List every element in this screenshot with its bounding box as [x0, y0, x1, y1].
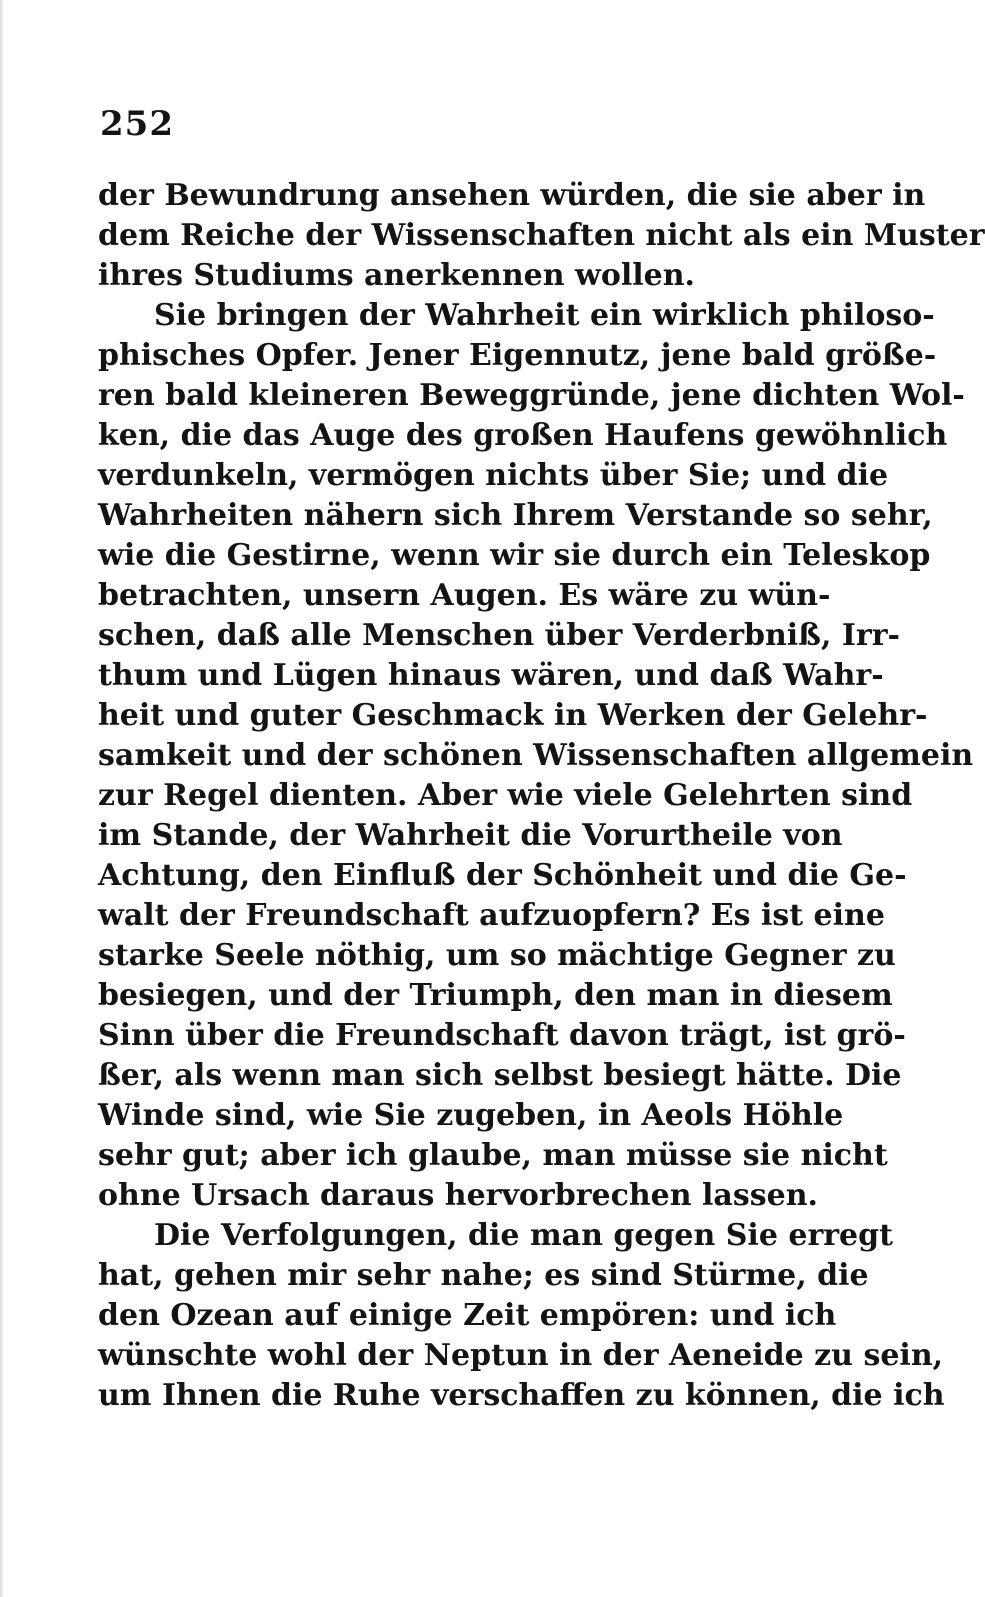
text-line: besiegen, und der Triumph, den man in diesem [98, 978, 893, 1013]
text-line: Die Verfolgungen, die man gegen Sie erregt [154, 1218, 893, 1253]
body-text [98, 176, 985, 1416]
text-line: heit und guter Geschmack in Werken der Gelehr- [98, 698, 928, 733]
text-line: ihres Studiums anerkennen wollen. [98, 258, 695, 293]
text-line: um Ihnen die Ruhe verschaffen zu können, die ich [98, 1378, 945, 1413]
text-line: walt der Freundschaft aufzuopfern? Es ist eine [98, 898, 885, 933]
text-line: Sie bringen der Wahrheit ein wirklich philoso- [154, 298, 935, 333]
text-line: den Ozean auf einige Zeit empören: und ich [98, 1298, 837, 1333]
text-line: verdunkeln, vermögen nichts über Sie; und die [98, 458, 889, 493]
text-line: dem Reiche der Wissenschaften nicht als ein Muster [98, 218, 985, 253]
text-line: zur Regel dienten. Aber wie viele Gelehrten sind [98, 778, 913, 813]
text-line: Winde sind, wie Sie zugeben, in Aeols Höhle [98, 1098, 844, 1133]
text-line: im Stande, der Wahrheit die Vorurtheile von [98, 818, 843, 853]
text-line: wünschte wohl der Neptun in der Aeneide zu sein, [98, 1338, 944, 1373]
paragraph-3 [98, 1216, 945, 1416]
paragraph-2 [98, 296, 974, 1216]
text-line: sehr gut; aber ich glaube, man müsse sie nicht [98, 1138, 888, 1173]
text-line: Sinn über die Freundschaft davon trägt, ist grö- [98, 1018, 906, 1053]
text-line: samkeit und der schönen Wissenschaften allgemein [98, 738, 974, 773]
text-line: phisches Opfer. Jener Eigennutz, jene bald größe- [98, 338, 937, 373]
text-line: ren bald kleineren Beweggründe, jene dichten Wol- [98, 378, 965, 413]
page-gutter-shadow [0, 0, 4, 1597]
text-line: wie die Gestirne, wenn wir sie durch ein Teleskop [98, 538, 931, 573]
text-line: Wahrheiten nähern sich Ihrem Verstande so sehr, [98, 498, 933, 533]
text-line: Achtung, den Einfluß der Schönheit und die Ge- [98, 858, 907, 893]
text-line: ohne Ursach daraus hervorbrechen lassen. [98, 1178, 818, 1213]
text-line: hat, gehen mir sehr nahe; es sind Stürme, die [98, 1258, 869, 1293]
page-number: 252 [100, 104, 174, 144]
text-line: schen, daß alle Menschen über Verderbniß, Irr- [98, 618, 900, 653]
text-line: der Bewundrung ansehen würden, die sie aber in [98, 178, 926, 213]
text-line: ßer, als wenn man sich selbst besiegt hätte. Die [98, 1058, 902, 1093]
text-line: ken, die das Auge des großen Haufens gewöhnlich [98, 418, 948, 453]
text-line: starke Seele nöthig, um so mächtige Gegner zu [98, 938, 896, 973]
text-line: thum und Lügen hinaus wären, und daß Wahr- [98, 658, 884, 693]
text-line: betrachten, unsern Augen. Es wäre zu wün- [98, 578, 831, 613]
paragraph-1 [98, 176, 985, 296]
